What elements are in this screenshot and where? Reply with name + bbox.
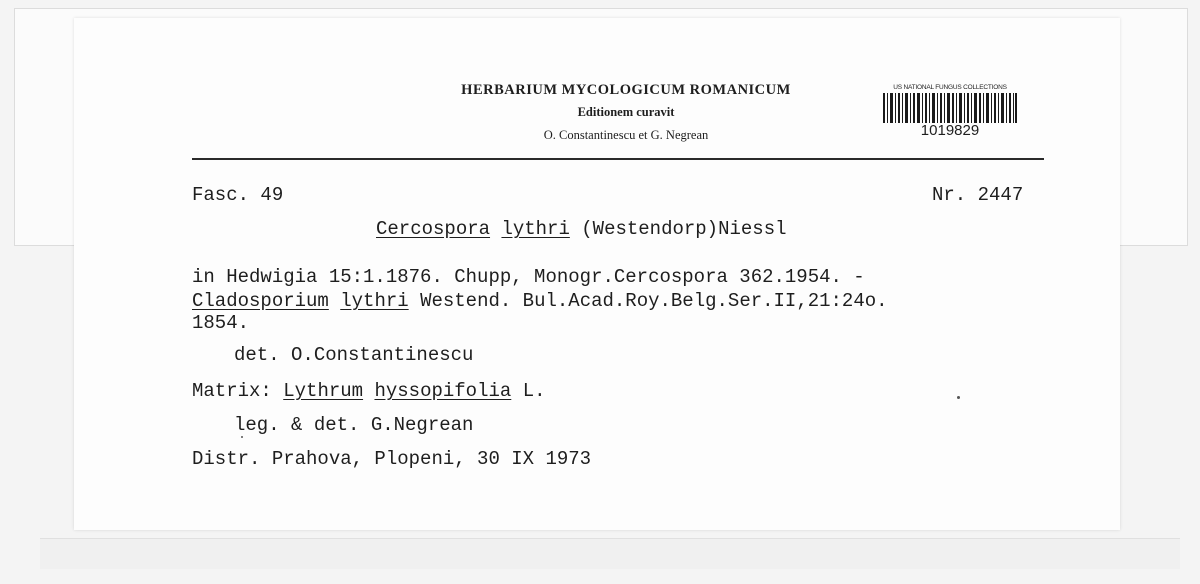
header-divider <box>192 158 1044 160</box>
citation-line: in Hedwigia 15:1.1876. Chupp, Monogr.Cercospora 362.1954. - <box>192 266 865 288</box>
barcode-icon <box>883 93 1017 123</box>
synonym-genus: Cladosporium <box>192 290 329 312</box>
locality: Distr. Prahova, Plopeni, 30 IX 1973 <box>192 448 592 470</box>
determiner: det. O.Constantinescu <box>234 344 474 366</box>
synonym-reference: Westend. Bul.Acad.Roy.Belg.Ser.II,21:24o. <box>420 290 888 312</box>
edition-subtitle: Editionem curavit <box>577 105 675 119</box>
matrix-prefix: Matrix: <box>192 380 272 402</box>
specimen-speck <box>957 396 960 399</box>
sheet-bottom-edge <box>40 538 1180 569</box>
synonym-line <box>192 290 888 312</box>
specimen-number: Nr. 2447 <box>932 184 1024 206</box>
herbarium-title: HERBARIUM MYCOLOGICUM ROMANICUM <box>461 82 791 98</box>
specimen-speck <box>241 436 243 438</box>
species-name <box>376 218 787 240</box>
matrix-line <box>192 380 546 402</box>
citation-year: 1854. <box>192 312 250 334</box>
label-header <box>426 82 826 143</box>
species-genus: Cercospora <box>376 218 491 240</box>
barcode-caption: US NATIONAL FUNGUS COLLECTIONS <box>893 84 1007 91</box>
barcode-block <box>880 84 1020 139</box>
editors: O. Constantinescu et G. Negrean <box>543 128 709 142</box>
fascicle-number: Fasc. 49 <box>192 184 284 206</box>
species-authority: (Westendorp)Niessl <box>581 218 787 240</box>
catalog-number: 1019829 <box>920 122 980 139</box>
matrix-genus: Lythrum <box>283 380 364 402</box>
specimen-label <box>74 18 1120 530</box>
matrix-epithet: hyssopifolia <box>374 380 512 402</box>
collector: leg. & det. G.Negrean <box>234 414 474 436</box>
synonym-epithet: lythri <box>340 290 409 312</box>
matrix-authority: L. <box>522 380 546 402</box>
species-epithet: lythri <box>501 218 570 240</box>
